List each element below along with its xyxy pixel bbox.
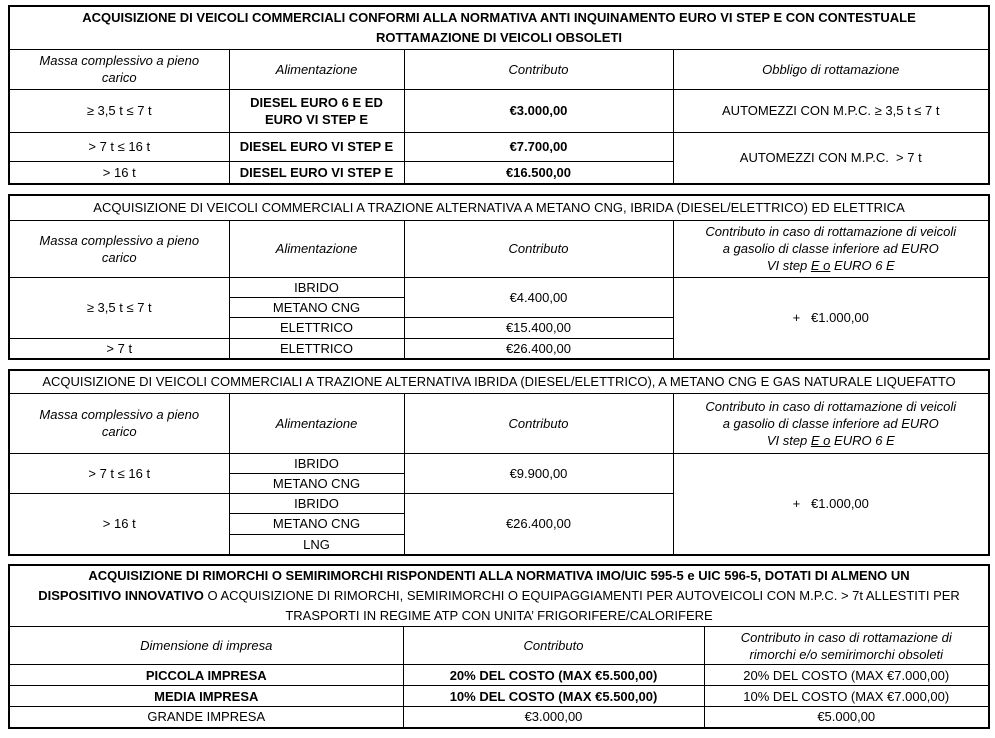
table3-fuelB-lng: LNG	[229, 534, 404, 555]
table2-fuel-ibrido: IBRIDO	[229, 277, 404, 297]
table4-header-size: Dimensione di impresa	[9, 627, 403, 665]
table1-row1-mass: ≥ 3,5 t ≤ 7 t	[9, 89, 229, 132]
table1-row3-contribution: €16.500,00	[404, 161, 673, 184]
table1-row2-3-scrappage: AUTOMEZZI CON M.P.C. > 7 t	[673, 132, 989, 184]
table4-row2-size: MEDIA IMPRESA	[9, 686, 403, 707]
table1-row1-fuel-line1: DIESEL EURO 6 E ED	[250, 94, 383, 110]
table1-header-fuel: Alimentazione	[229, 49, 404, 89]
table3-fuelB-ibrido: IBRIDO	[229, 493, 404, 513]
table1-row1-scrappage: AUTOMEZZI CON M.P.C. ≥ 3,5 t ≤ 7 t	[673, 89, 989, 132]
table1-row2-contribution: €7.700,00	[404, 132, 673, 161]
table3-massA: > 7 t ≤ 16 t	[9, 453, 229, 493]
table4-header-scrappage	[704, 627, 989, 665]
table3-contributionB: €26.400,00	[404, 493, 673, 555]
table1-row3-fuel: DIESEL EURO VI STEP E	[229, 161, 404, 184]
table2-header-scrappage-line3	[678, 257, 985, 274]
table4-row3-scrappage: €5.000,00	[704, 707, 989, 728]
table2-header-mass-line1: Massa complessivo a pieno	[39, 232, 200, 248]
table1-header-contribution: Contributo	[404, 49, 673, 89]
table2-header-scrappage-line2: a gasolio di classe inferiore ad EURO	[722, 241, 939, 256]
table1-row1-fuel-line2: EURO VI STEP E	[264, 111, 369, 127]
table3-header-mass-line2: carico	[101, 424, 137, 439]
table2-fuel-elettrico: ELETTRICO	[229, 317, 404, 338]
table3-fuelA-ibrido: IBRIDO	[229, 453, 404, 473]
table3-header-scrappage-line2: a gasolio di classe inferiore ad EURO	[722, 415, 939, 431]
table4-row1-scrappage: 20% DEL COSTO (MAX €7.000,00)	[704, 665, 989, 686]
table4-row2-scrappage: 10% DEL COSTO (MAX €7.000,00)	[704, 686, 989, 707]
table3-header-scrappage-line3-pre: VI step	[766, 432, 811, 448]
table3-bonus: + €1.000,00	[673, 453, 989, 555]
table2-header-contribution: Contributo	[404, 220, 673, 277]
table2-contribution-elettrico: €15.400,00	[404, 317, 673, 338]
table1-header-mass-line2: carico	[101, 70, 137, 85]
table2-fuel-metano: METANO CNG	[229, 297, 404, 317]
table2-header-scrappage-line3-pre: VI step	[766, 258, 811, 273]
table4-row3-contribution: €3.000,00	[403, 707, 704, 728]
table3-header-scrappage-line3-underlined: E o	[810, 432, 831, 448]
table3-header-scrappage-line3	[678, 432, 985, 449]
table3-header-contribution: Contributo	[404, 393, 673, 453]
table1-title-line2: ROTTAMAZIONE DI VEICOLI OBSOLETI	[375, 29, 623, 45]
table4-row2-contribution: 10% DEL COSTO (MAX €5.500,00)	[403, 686, 704, 707]
table2-title: ACQUISIZIONE DI VEICOLI COMMERCIALI A TRAZIONE ALTERNATIVA A METANO CNG, IBRIDA (DIESEL/ELETTRICO) ED ELETTRICA	[9, 195, 989, 220]
table4-title-line2-bold: DISPOSITIVO INNOVATIVO	[38, 588, 204, 603]
table3-contributionA: €9.900,00	[404, 453, 673, 493]
table4-title-line1: ACQUISIZIONE DI RIMORCHI O SEMIRIMORCHI RISPONDENTI ALLA NORMATIVA IMO/UIC 595-5 e UIC 596-5, DOTATI DI ALMENO UN	[88, 568, 910, 583]
table2-contribution-elettrico-b: €26.400,00	[404, 338, 673, 359]
table3-header-scrappage-line3-post: EURO 6 E	[830, 432, 895, 448]
table2-header-mass-line2: carico	[101, 249, 137, 265]
table4-title-line3: TRASPORTI IN REGIME ATP CON UNITA’ FRIGORIFERE/CALORIFERE	[285, 608, 713, 623]
table4-header-scrappage-line1: Contributo in caso di rottamazione di	[740, 629, 952, 645]
table1-row3-mass: > 16 t	[9, 161, 229, 184]
table2-contribution-ibrido-metano: €4.400,00	[404, 277, 673, 317]
table2-massA: ≥ 3,5 t ≤ 7 t	[9, 277, 229, 338]
table2-header-fuel: Alimentazione	[229, 220, 404, 277]
table3-fuelA-metano: METANO CNG	[229, 473, 404, 493]
table-euro-vi-step-e	[8, 5, 990, 185]
table1-header-scrappage: Obbligo di rottamazione	[673, 49, 989, 89]
table2-header-scrappage-line3-post: EURO 6 E	[830, 258, 895, 273]
table4-title-line2	[14, 586, 984, 606]
table1-title-line1: ACQUISIZIONE DI VEICOLI COMMERCIALI CONFORMI ALLA NORMATIVA ANTI INQUINAMENTO EURO VI STEP E CON CONTESTUALE	[82, 9, 916, 25]
table2-bonus: + €1.000,00	[673, 277, 989, 359]
table-trazione-alternativa-ibrida-cng-lng	[8, 369, 990, 556]
table4-title-line2-regular: O ACQUISIZIONE DI RIMORCHI, SEMIRIMORCHI O EQUIPAGGIAMENTI PER AUTOVEICOLI CON M.P.C. > 7t ALLESTITI PER	[203, 588, 960, 603]
table2-header-scrappage-line3-underlined: E o	[810, 258, 831, 273]
table1-row1-fuel	[229, 89, 404, 132]
table-rimorchi-semirimorchi	[8, 564, 990, 729]
table4-header-scrappage-line2: rimorchi e/o semirimorchi obsoleti	[749, 646, 944, 662]
table3-massB: > 16 t	[9, 493, 229, 555]
table2-header-scrappage	[673, 220, 989, 277]
table2-massB: > 7 t	[9, 338, 229, 359]
table3-header-fuel: Alimentazione	[229, 393, 404, 453]
table3-title: ACQUISIZIONE DI VEICOLI COMMERCIALI A TRAZIONE ALTERNATIVA IBRIDA (DIESEL/ELETTRICO), A METANO CNG E GAS NATURALE LIQUEFATTO	[9, 370, 989, 393]
table4-row3-size: GRANDE IMPRESA	[9, 707, 403, 728]
table4-row1-contribution: 20% DEL COSTO (MAX €5.500,00)	[403, 665, 704, 686]
table2-header-scrappage-line1: Contributo in caso di rottamazione di veicoli	[705, 224, 957, 239]
table4-row1-size: PICCOLA IMPRESA	[9, 665, 403, 686]
table1-header-mass	[9, 49, 229, 89]
table3-header-mass	[9, 393, 229, 453]
table-trazione-alternativa-cng-ibrida-elettrica	[8, 194, 990, 360]
table1-row2-mass: > 7 t ≤ 16 t	[9, 132, 229, 161]
table4-header-contribution: Contributo	[403, 627, 704, 665]
table1-title	[9, 6, 989, 49]
table3-header-scrappage-line1: Contributo in caso di rottamazione di veicoli	[705, 398, 957, 414]
table3-header-scrappage	[673, 393, 989, 453]
table3-fuelB-metano: METANO CNG	[229, 513, 404, 534]
table3-header-mass-line1: Massa complessivo a pieno	[39, 407, 200, 422]
table2-fuel-elettrico-b: ELETTRICO	[229, 338, 404, 359]
table4-title	[9, 565, 989, 627]
table1-header-mass-line1: Massa complessivo a pieno	[39, 53, 200, 68]
table1-row2-fuel: DIESEL EURO VI STEP E	[229, 132, 404, 161]
table2-header-mass	[9, 220, 229, 277]
table1-row1-contribution: €3.000,00	[404, 89, 673, 132]
